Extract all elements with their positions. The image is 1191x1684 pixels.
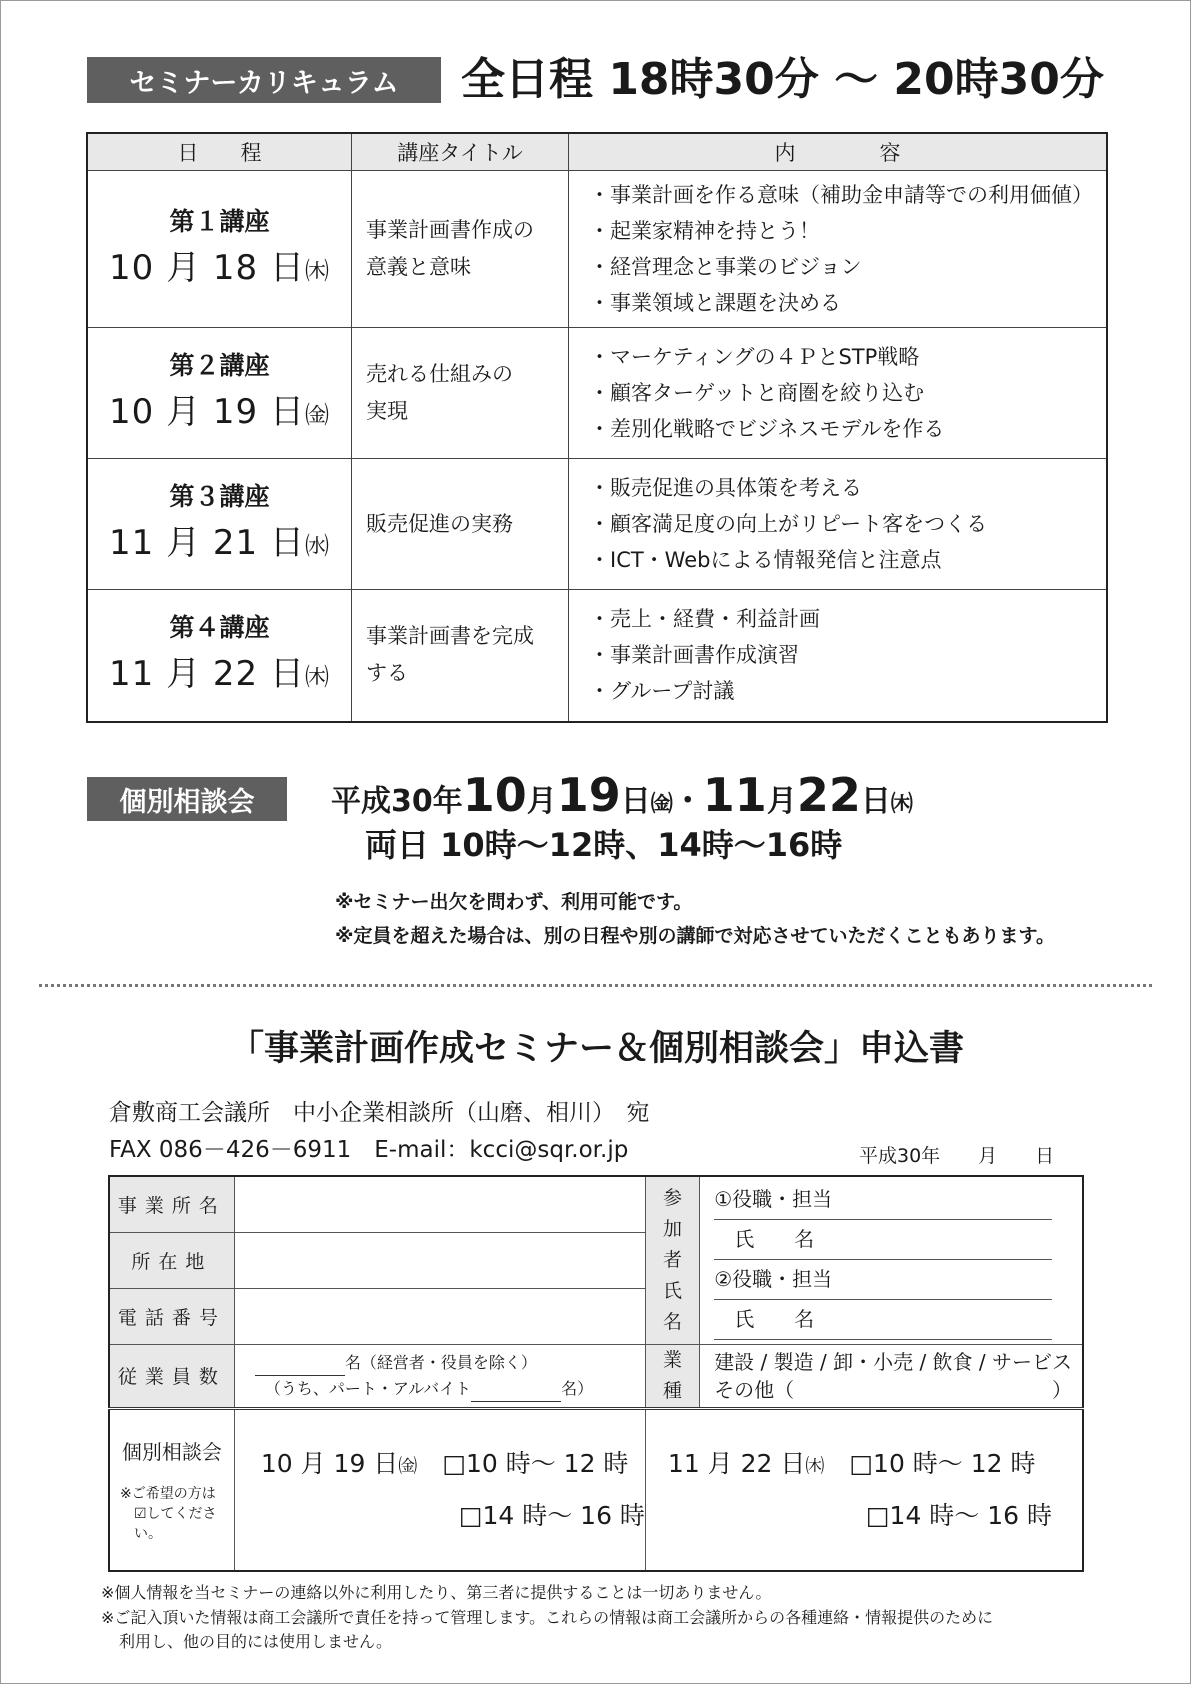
footer-note-3: 利用し、他の目的には使用しません。 xyxy=(119,1632,392,1651)
footer-note-2: ※ご記入頂いた情報は商工会議所で責任を持って管理します。これらの情報は商工会議所からの各種連絡・情報提供のために xyxy=(101,1608,994,1627)
header-content: 内 容 xyxy=(569,133,1108,171)
lecture-title: 事業計画書を完成 する xyxy=(352,590,569,722)
participant-1-name-field[interactable]: 氏 名 xyxy=(714,1220,1052,1260)
employees-field[interactable]: 名（経営者・役員を除く） （うち、パート・アルバイト 名） xyxy=(234,1344,645,1408)
consult-dates: 平成30年10月19日㈮・11月22日㈭ xyxy=(331,768,913,822)
lecture-content: ・販売促進の具体策を考える ・顧客満足度の向上がリピート客をつくる ・ICT・Webによる情報発信と注意点 xyxy=(569,459,1108,590)
lecture-title: 販売促進の実務 xyxy=(352,459,569,590)
participant-1-role-field[interactable]: ①役職・担当 xyxy=(714,1180,1052,1220)
cut-line xyxy=(39,984,1152,987)
lecture-title: 売れる仕組みの 実現 xyxy=(352,328,569,459)
industry-field[interactable]: 建設 / 製造 / 卸・小売 / 飲食 / サービス その他（ ） xyxy=(700,1344,1083,1408)
checkbox[interactable]: □ xyxy=(458,1500,483,1530)
header-title: 講座タイトル xyxy=(352,133,569,171)
phone-field[interactable] xyxy=(234,1288,645,1344)
footer-note-1: ※個人情報を当セミナーの連絡以外に利用したり、第三者に提供することは一切ありません。 xyxy=(101,1583,772,1602)
lecture-number: 第４講座 xyxy=(169,612,270,642)
curriculum-tag: セミナーカリキュラム xyxy=(87,57,441,103)
table-row xyxy=(87,590,1107,722)
label-office: 事業所名 xyxy=(109,1176,234,1232)
table-row xyxy=(87,171,1107,328)
lecture-date: 11 月 22 日㈭ xyxy=(109,653,330,694)
schedule-heading: 全日程 18時30分 〜 20時30分 xyxy=(461,54,1104,105)
checkbox[interactable]: □ xyxy=(849,1448,874,1478)
participant-2-name-field[interactable]: 氏 名 xyxy=(714,1300,1052,1340)
form-recipient: 倉敷商工会議所 中小企業相談所（山磨、相川） 宛 xyxy=(109,1100,650,1126)
address-field[interactable] xyxy=(234,1232,645,1288)
consult-times: 両日 10時〜12時、14時〜16時 xyxy=(365,826,843,864)
industry-label: 業 種 xyxy=(645,1344,699,1408)
consult-slot-2: 11 月 22 日㈭ □10 時〜 12 時 □14 時〜 16 時 xyxy=(645,1408,1083,1571)
participant-2-role-field[interactable]: ②役職・担当 xyxy=(714,1260,1052,1300)
form-date: 平成30年 月 日 xyxy=(859,1145,1055,1167)
consult-label: 個別相談会 ※ご希望の方は ☑してください。 xyxy=(109,1408,234,1571)
lecture-date: 11 月 21 日㈬ xyxy=(109,522,330,563)
checkbox[interactable]: □ xyxy=(442,1448,466,1478)
checkbox[interactable]: □ xyxy=(865,1500,890,1530)
curriculum-table xyxy=(86,132,1108,723)
lecture-content: ・マーケティングの４ＰとSTP戦略 ・顧客ターゲットと商圏を絞り込む ・差別化戦略でビジネスモデルを作る xyxy=(569,328,1108,459)
lecture-content: ・売上・経費・利益計画 ・事業計画書作成演習 ・グループ討議 xyxy=(569,590,1108,722)
lecture-content: ・事業計画を作る意味（補助金申請等での利用価値） ・起業家精神を持とう！ ・経営理念と事業のビジョン ・事業領域と課題を決める xyxy=(569,171,1108,328)
header-schedule: 日 程 xyxy=(87,133,352,171)
table-row xyxy=(87,459,1107,590)
form-contact: FAX 086－426－6911 E-mail：kcci@sqr.or.jp xyxy=(109,1137,629,1163)
lecture-number: 第１講座 xyxy=(169,206,270,236)
form-title: 「事業計画作成セミナー＆個別相談会」申込書 xyxy=(228,1029,964,1069)
consult-note-2: ※定員を超えた場合は、別の日程や別の講師で対応させていただくこともあります。 xyxy=(335,925,1055,947)
consult-note-1: ※セミナー出欠を問わず、利用可能です。 xyxy=(335,891,693,913)
label-address: 所在地 xyxy=(109,1232,234,1288)
lecture-date: 10 月 18 日㈭ xyxy=(109,247,330,288)
lecture-number: 第３講座 xyxy=(169,481,270,511)
label-employees: 従業員数 xyxy=(109,1344,234,1408)
office-field[interactable] xyxy=(234,1176,645,1232)
consult-slot-1: 10 月 19 日㈮ □10 時〜 12 時 □14 時〜 16 時 xyxy=(234,1408,645,1571)
participants-label: 参 加 者 氏 名 xyxy=(645,1176,699,1344)
label-phone: 電話番号 xyxy=(109,1288,234,1344)
table-row xyxy=(87,328,1107,459)
lecture-date: 10 月 19 日㈮ xyxy=(109,391,330,432)
lecture-title: 事業計画書作成の 意義と意味 xyxy=(352,171,569,328)
application-form xyxy=(108,1175,1084,1572)
lecture-number: 第２講座 xyxy=(169,350,270,380)
consult-tag: 個別相談会 xyxy=(87,777,287,821)
